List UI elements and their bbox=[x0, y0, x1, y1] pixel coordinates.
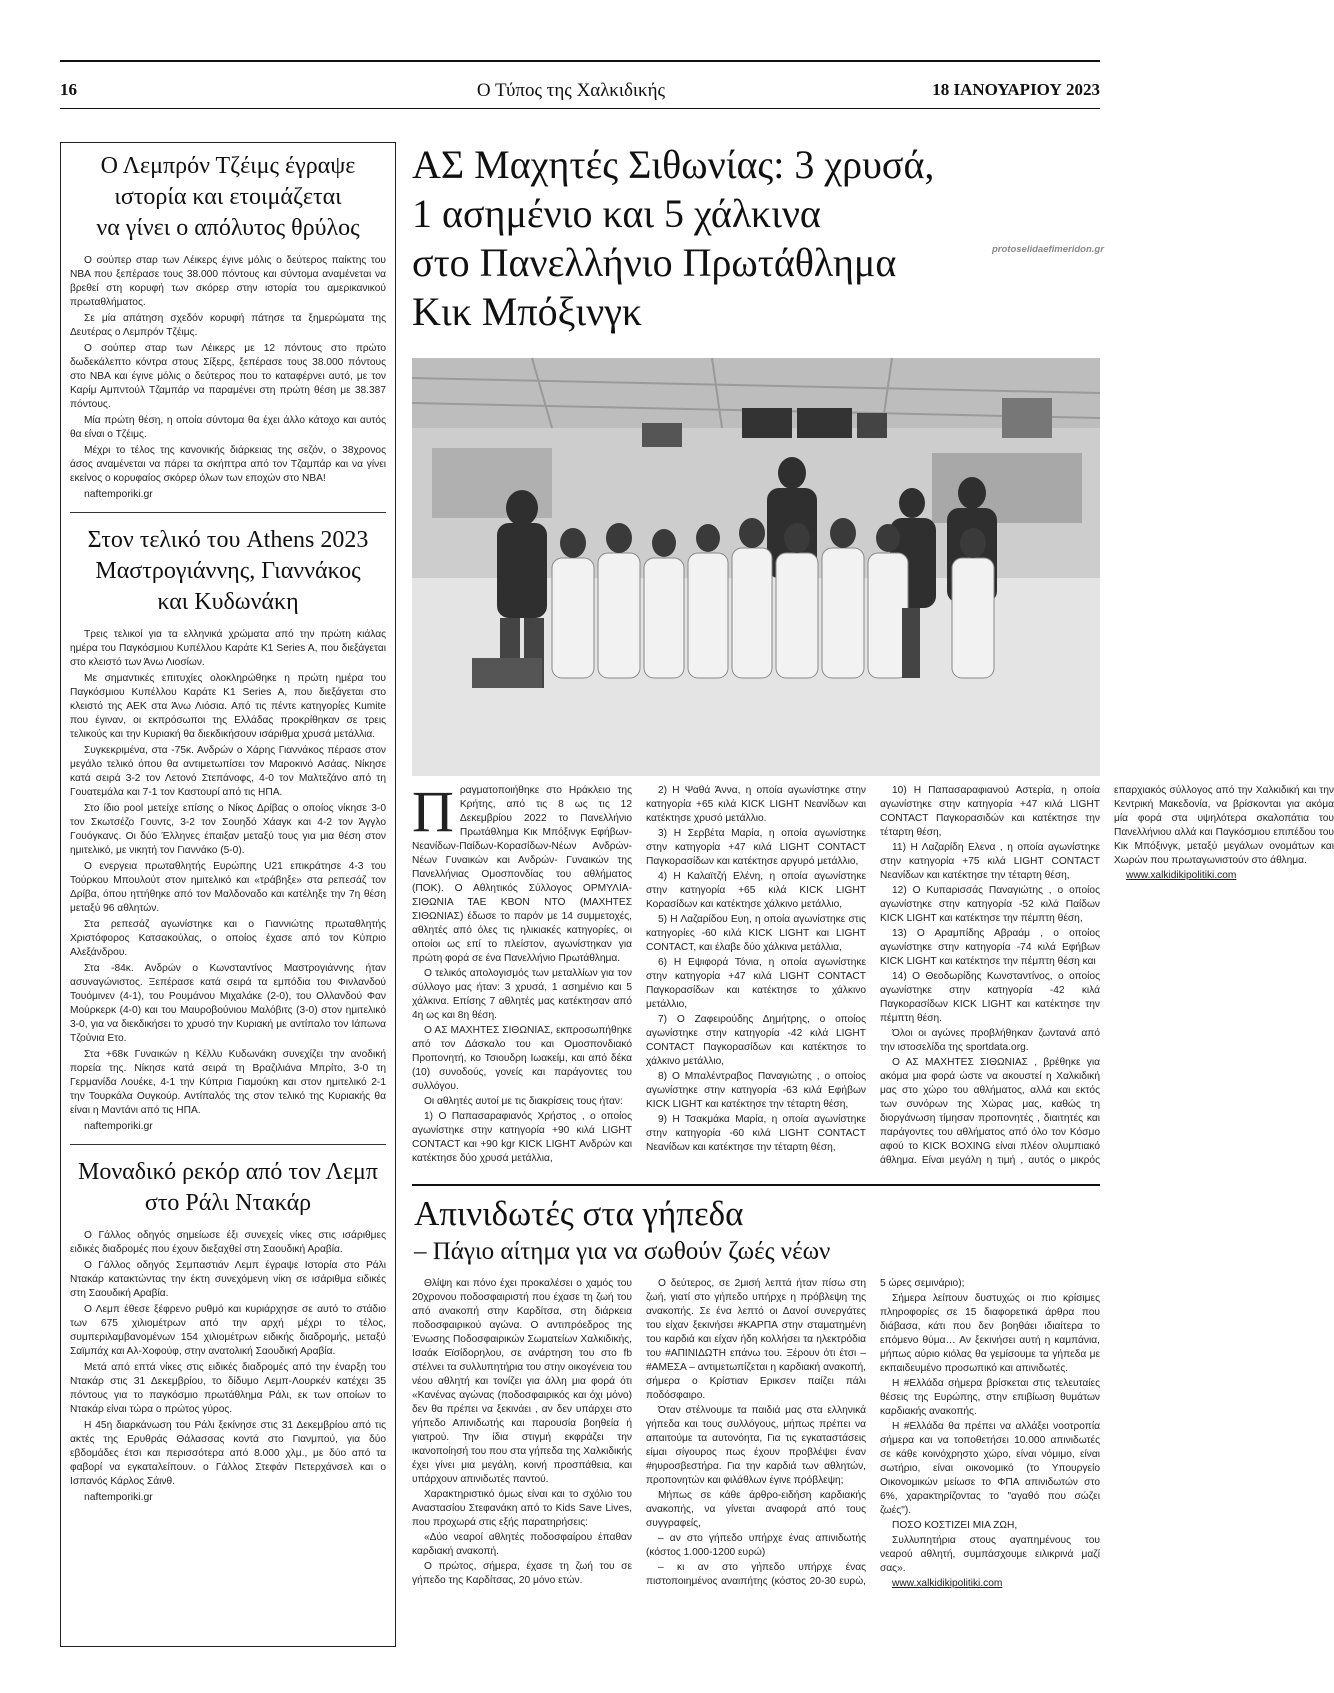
header-rule bbox=[60, 108, 1100, 109]
paragraph: Οι αθλητές αυτοί με τις διακρίσεις τους ήταν: bbox=[424, 1096, 623, 1107]
paragraph: – αν στο γήπεδο υπήρχε ένας απινιδωτής (κόστος 1.000-1200 ευρώ) bbox=[646, 1533, 866, 1558]
paragraph: – κι αν στο γήπεδο υπήρχε ένας πιστοποιημένος αναιπήτης (κόστος 20-30 ευρώ, 5 ώρες σεμινάριο); bbox=[646, 1278, 965, 1587]
paragraph: 12) Ο Κυπαρισσάς Παναγιώτης , ο οποίος αγωνίστηκε στην κατηγορία -52 κιλά Παίδων KICK LIGHT και κατέκτησε την πέμπτη θέση, bbox=[880, 885, 1100, 924]
source-link[interactable]: www.xalkidikipolitiki.com bbox=[1126, 870, 1237, 881]
defibrillator-subheadline: – Πάγιο αίτημα για να σωθούν ζωές νέων bbox=[414, 1238, 831, 1265]
paragraph: Στα -84κ. Ανδρών ο Κωνσταντίνος Μαστρογιάννης ήταν ασυναγώνιστος. Ξεπέρασε κατά σειρά τα εμπόδια του Φινλανδού Τουόμινεν (4-1), του Ρουμάνου Μιχαλάκε (2-0), του Ολλανδού Φαν Μούρκερκ (4-0) και του Μαυροβούνιου Μαλόβιτς (3-0) στον ημιτελικό 3-0, για να διεκδικήσει το χρυσό την Κυριακή με αντίπαλο τον Ιάπωνα Τζούνια Ετο. bbox=[70, 963, 386, 1044]
watermark: protoselidaefimeridon.gr bbox=[992, 244, 1104, 255]
paragraph: Χαρακτηριστικό όμως είναι και το σχόλιο του Αναστασίου Στεφανάκη από το Kids Save Lives, που προχωρά στις εξής παρατηρήσεις: bbox=[412, 1489, 632, 1528]
paragraph: Στο ίδιο pool μετείχε επίσης ο Νίκος Δρίβας ο οποίος νίκησε 3-0 τον Σκωτσέζο Γουντς, 3-2 τον Σουηδό Χάαγκ και 4-2 τον Άγγλο Γουόγκανς. Οι δύο Έλληνες έπαιξαν μεταξύ τους για μια θέση στον ημιτελικό, με νικητή τον Γιαννάκο (5-0). bbox=[70, 803, 386, 856]
paragraph: Μέχρι το τέλος της κανονικής διάρκειας της σεζόν, ο 38χρονος άσος αναμένεται να πάρει τα σκήπτρα από τον Τζαμπάρ και να γίνει εκείνος ο κορυφαίος σκόρερ όλων των εποχών στο NBA! bbox=[70, 445, 386, 484]
paragraph: Ο ΑΣ ΜΑΧΗΤΕΣ ΣΙΘΩΝΙΑΣ, εκπροσωπήθηκε από τον Δάσκαλο του και Ομοσπονδιακό Προπονητή, κο Τσιουδρη Ιωακείμ, και από δέκα (10) συνοδούς, γονείς και παράγοντες του συλλόγου. bbox=[412, 1025, 632, 1092]
article-source: naftemporiki.gr bbox=[84, 1492, 153, 1503]
issue-date: 18 ΙΑΝΟΥΑΡΙΟΥ 2023 bbox=[932, 80, 1100, 99]
paragraph: Ο ΑΣ ΜΑΧΗΤΕΣ ΣΙΘΩΝΙΑΣ , βρέθηκε για ακόμα μια φορά ώστε να ακουστεί η Χαλκιδική μας στο χώρο του αθλήματος, αλλά και εκτός των συνόρων της Χώρας μας, καθώς τη διοργάνωση τίμησαν προπονητές , διαιτητές και παράγοντες του αθλήματος από όλο τον Κόσμο αφού το KICK BOXING είναι πλέον ολυμπιακό άθλημα. Είναι μεγάλη η τιμή , αυτός ο μικρός επαρχιακός σύλλογος από την Χαλκιδική και την Κεντρική Μακεδονία, να βρίσκονται για ακόμα μία φορά στα υψηλότερα σκαλοπάτια του Πανελλήνιου αλλά και Παγκόσμιου επιπέδου του Κικ Μπόξινγκ, μεταξύ μεγάλων ονομάτων και Χωρών που πρωταγωνιστούν στο άθλημα. bbox=[880, 785, 1334, 1166]
paragraph: Με σημαντικές επιτυχίες ολοκληρώθηκε η πρώτη ημέρα του Παγκόσμιου Κυπέλλου Καράτε K1 Series A, που διεξάγεται στο κλειστό της ΑΕΚ στα Άνω Λιόσια. Από τις πέντε κατηγορίες Kumite που έγιναν, οι εκπρόσωποι της Ελλάδας προκρίθηκαν σε τρεις τελικούς και την Κυριακή θα διεκδικήσουν ισάριθμα χρυσά μετάλλια. bbox=[70, 673, 386, 740]
main-headline bbox=[412, 140, 1012, 336]
paragraph: 9) Η Τσακμάκα Μαρία, η οποία αγωνίστηκε στην κατηγορία -60 κιλά LIGHT CONTACT Νεανίδων και κατέκτησε την τέταρτη θέση, bbox=[646, 1114, 866, 1153]
article-loeb-title bbox=[70, 1157, 386, 1219]
paragraph: ραγματοποιήθηκε στο Ηράκλειο της Κρήτης, από τις 8 ως τις 12 Δεκεμβρίου 2022 το Πανελλήνιο Πρωτάθλημα Κικ Μπόξινγκ Εφήβων-Νεανίδων-Παίδων-Κορασίδων-Νέων Ανδρών-Νέων Γυναικών και Ανδρών- Γυναικών της Πανελλήνιας Ομοσπονδίας του αθλήματος (ΠΟΚ). Ο Αθλητικός Σύλλογος ΟΡΜΥΛΙΑ-ΣΙΘΩΝΙΑ ΤΑΕ ΚΒΟΝ ΝΤΟ (ΜΑΧΗΤΕΣ ΣΙΘΩΝΙΑΣ) έδωσε το παρόν με 14 συμμετοχές, αθλητές από όλες τις ηλικιακές κατηγορίες, οι οποίοι ως επί το πλείστον, αγωνίστηκαν για πρώτη φορά σε ένα Πανελλήνιο Πρωτάθλημα. bbox=[412, 785, 632, 964]
article-lebron-title bbox=[70, 151, 386, 244]
drop-cap: Π bbox=[412, 779, 454, 844]
title-line: Μοναδικό ρεκόρ από τον Λεμπ bbox=[77, 1159, 379, 1185]
paragraph: Η #Ελλάδα σήμερα βρίσκεται στις τελευταίες θέσεις της Ευρώπης, στην επιβίωση θυμάτων καρδιακής ανακοπής. bbox=[880, 1378, 1100, 1417]
paragraph: Τρεις τελικοί για τα ελληνικά χρώματα από την πρώτη κιάλας ημέρα του Παγκόσμιου Κυπέλλου Καράτε K1 Series A, που διεξάγεται στο κλειστό των Άνω Λιοσίων. bbox=[70, 629, 386, 668]
paragraph: «Δύο νεαροί αθλητές ποδοσφαίρου έπαθαν καρδιακή ανακοπή. bbox=[412, 1532, 632, 1557]
paragraph: 14) Ο Θεοδωρίδης Κωνσταντίνος, ο οποίος αγωνίστηκε στην κατηγορία -42 κιλά Παγκορασίδων KICK LIGHT και κατέκτησε την πέμπτη θέση. bbox=[880, 971, 1100, 1024]
paragraph: 11) Η Λαζαρίδη Ελενα , η οποία αγωνίστηκε στην κατηγορία +75 κιλά LIGHT CONTACT Νεανίδων και κατέκτησε την τέταρτη θέση, bbox=[880, 842, 1100, 881]
paragraph: Ο σούπερ σταρ των Λέικερς με 12 πόντους στο πρώτο δωδεκάλεπτο κόντρα στους Σίξερς, ξεπέρασε τους 38.000 πόντους στο NBA και έγινε μόλις ο δεύτερος που το καταφέρνει αυτό, με τον Καρίμ Αμπντούλ Τζαμπάρ να παραμένει στη πρώτη θέση με 38.387 πόντους. bbox=[70, 343, 386, 410]
paragraph: 10) Η Παπασαραφιανού Αστερία, η οποία αγωνίστηκε στην κατηγορία +47 κιλά LIGHT CONTACT Παγκορασιδών και κατέκτησε την τέταρτη θέση, bbox=[880, 785, 1100, 838]
divider bbox=[70, 512, 386, 513]
headline-line: Κικ Μπόξινγκ bbox=[412, 289, 643, 334]
divider bbox=[70, 1144, 386, 1145]
paragraph: Στα +68κ Γυναικών η Κέλλυ Κυδωνάκη συνεχίζει την ανοδική πορεία της. Νίκησε κατά σειρά τη Βραζιλιάνα Μπρίτο, 3-0 τη Γερμανίδα Λουέκε, 4-1 την Κύπρια Γιαμούκη και στον ημιτελικό 2-1 την Τουρκάλα Ουγκούρ. Αντίπαλός της στον τελικό της Κυριακής θα είναι η Μαντάνι από τις ΗΠΑ. bbox=[70, 1049, 386, 1116]
paragraph: 1) Ο Παπασαραφιανός Χρήστος , ο οποίος αγωνίστηκε στην κατηγορία +90 κιλά LIGHT CONTACT και +90 kgr KICK LIGHT Ανδρών και κατέκτησε δύο χρυσά μετάλλια, bbox=[412, 1111, 632, 1164]
defibrillator-headline: Απινιδωτές στα γήπεδα bbox=[414, 1194, 744, 1233]
title-line: Στον τελικό του Athens 2023 bbox=[87, 527, 369, 553]
paragraph: Θλίψη και πόνο έχει προκαλέσει ο χαμός του 20χρονου ποδοσφαιριστή που έχασε τη ζωή του από ανακοπή στην Καρδίτσα, στη διάρκεια ποδοσφαιρικού αγώνα. Ο αντιπρόεδρος της Ένωσης Ποδοσφαιρικών Σωματείων Χαλκιδικής, Ισαάκ Εϊσίδορηλου, σε ανάρτηση του στο fb στέλνει τα συλλυπητήρια του στην οικογένεια του νέου αθλητή και τονίζει για άλλη μια φορά ότι «Κανένας αγώνας (ποδοσφαιρικός και όχι μόνο) δεν θα πρέπει να ξεκινάει , αν δεν υπάρχει στο γήπεδο Απινιδωτής και παρουσία βοηθεία ή γιατρού. Την ίδια στιγμή εκφράζει την ικανοποίησή του που στα γήπεδα της Χαλκιδικής έχει γίνει μια μεγάλη, κοινή προσπάθεια, και υπάρχουν απινιδωτές παντού. bbox=[412, 1278, 632, 1485]
paragraph: Ο Γάλλος οδηγός Σεμπαστιάν Λεμπ έγραψε Ιστορία στο Ράλι Ντακάρ κατακτώντας την έκτη συνεχόμενη νίκη σε ισάριθμα ειδικές στη Σαουδική Αραβία. bbox=[70, 1260, 386, 1299]
article-karate-body bbox=[70, 628, 386, 1118]
paragraph: Ο σούπερ σταρ των Λέικερς έγινε μόλις ο δεύτερος παίκτης του NBA που ξεπέρασε τους 38.000 πόντους και σύντομα αναμένεται να βρεθεί στη κορυφή των σκόρερ στην ιστορία του αμερικανικού πρωταθλήματος. bbox=[70, 255, 386, 308]
paragraph: Μήπως σε κάθε άρθρο-ειδήση καρδιακής ανακοπής, να γίνεται αναφορά από τους συγγραφείς, bbox=[646, 1490, 866, 1529]
top-rule bbox=[60, 60, 1100, 62]
paragraph: Όταν στέλνουμε τα παιδιά μας στα ελληνικά γήπεδα και τους συλλόγους, μήπως πρέπει να απαιτούμε τα αυτονόητα, Για τις εγκαταστάσεις είμαι σίγουρος πως έχουν προβλέψει έναν #ηυροσβεστήρα. Για την καρδιά των αθλητών, προπονητών και φιλάθλων έγινε πρόβλεψη; bbox=[646, 1405, 866, 1486]
paragraph: 5) Η Λαζαρίδου Ευη, η οποία αγωνίστηκε στις κατηγορίες -60 κιλά KICK LIGHT και LIGHT CONTACT, και έλαβε δύο χάλκινα μετάλλια, bbox=[646, 914, 866, 953]
paragraph: ΠΟΣΟ ΚΟΣΤΙΖΕΙ ΜΙΑ ΖΩΗ, bbox=[892, 1520, 1018, 1531]
article-karate bbox=[70, 525, 386, 1134]
page-number: 16 bbox=[60, 80, 77, 99]
section-divider bbox=[412, 1184, 1100, 1186]
paragraph: Η #Ελλάδα θα πρέπει να αλλάξει νοοτροπία σήμερα και να τοποθετήσει 10.000 απινιδωτές σε κάθε κοινόχρηστο χώρο, είναι νόμιμο, είναι σωτήριο, είναι οικονομικό (το Υπουργείο Οικονομικών μείωσε το ΦΠΑ απινιδωτών στο 6%, χαρακτηρίζοντας το "αγαθό που σώζει ζωές"). bbox=[880, 1421, 1100, 1516]
headline-line: 1 ασημένιο και 5 χάλκινα bbox=[412, 191, 821, 236]
paragraph: Ο πρώτος, σήμερα, έχασε τη ζωή του σε γήπεδο της Καρδίτσας, 20 μόνο ετών. bbox=[412, 1561, 632, 1586]
paragraph: Ο Γάλλος οδηγός σημείωσε έξι συνεχείς νίκες στις ισάριθμες ειδικές διαδρομές που έχουν διεξαχθεί στη Σαουδική Αραβία. bbox=[70, 1230, 386, 1255]
paragraph: 2) Η Ψαθά Άννα, η οποία αγωνίστηκε στην κατηγορία +65 κιλά KICK LIGHT Νεανίδων και κατέκτησε χρυσό μετάλλιο. bbox=[646, 785, 866, 824]
paragraph: Συλλυπητήρια στους αγαπημένους του νεαρού αθλητή, συμπάσχουμε ειλικρινά μαζί σας». bbox=[880, 1535, 1100, 1574]
title-line: Μαστρογιάννης, Γιαννάκος bbox=[95, 558, 361, 584]
paragraph: Ο Λεμπ έθεσε ξέφρενο ρυθμό και κυριάρχησε σε αυτό το στάδιο των 675 χιλιομέτρων από την αρχή μέχρι το τέλος, συμπεριλαμβανομένων 154 χιλιομέτρων ειδικής διαδρομής, μεταξύ Σαϊμπάχ και Αλ-Χοφούφ, στην ανατολική Σαουδική Αραβία. bbox=[70, 1304, 386, 1357]
paragraph: 3) Η Σερβέτα Μαρία, η οποία αγωνίστηκε στην κατηγορία +47 κιλά LIGHT CONTACT Παγκορασίδων και κατέκτησε αργυρό μετάλλιο, bbox=[646, 828, 866, 867]
article-loeb-body bbox=[70, 1229, 386, 1489]
sidebar-box bbox=[60, 142, 396, 1647]
source-link[interactable]: www.xalkidikipolitiki.com bbox=[892, 1578, 1003, 1589]
paragraph: Μετά από επτά νίκες στις ειδικές διαδρομές από την έναρξη του Ντακάρ στις 31 Δεκεμβρίου, το δίδυμο Λεμπ-Λουρκέν κατέχει 35 πόντους για το παγκόσμιο πρωτάθλημα Ράλι, εκ των οποίων το Ντακάρ είναι τώρα ο πρώτος γύρος. bbox=[70, 1362, 386, 1415]
headline-line: ΑΣ Μαχητές Σιθωνίας: 3 χρυσά, bbox=[412, 142, 935, 187]
article-loeb bbox=[70, 1157, 386, 1505]
article-source: naftemporiki.gr bbox=[84, 489, 153, 500]
paragraph: Στα ρεπεσάζ αγωνίστηκε και ο Γιαννιώτης πρωταθλητής Χριστόφορος Κατσακούλας, ο οποίος έχασε από τον Κύπριο Αλεξάνδρου. bbox=[70, 919, 386, 958]
paragraph: 13) Ο Αραμπίδης Αβραάμ , ο οποίος αγωνίστηκε στην κατηγορία -74 κιλά Εφήβων KICK LIGHT και κατέκτησε την πέμπτη θέση και bbox=[880, 928, 1100, 967]
title-line: στο Ράλι Ντακάρ bbox=[144, 1190, 312, 1216]
title-line: και Κυδωνάκη bbox=[157, 589, 299, 615]
paragraph: Όλοι οι αγώνες προβλήθηκαν ζωντανά από την ιστοσελίδα της sportdata.org. bbox=[880, 1028, 1100, 1053]
team-photo bbox=[412, 358, 1100, 776]
title-line: να γίνει ο απόλυτος θρύλος bbox=[96, 215, 360, 241]
headline-line: στο Πανελλήνιο Πρωτάθλημα bbox=[412, 240, 897, 285]
title-line: Ο Λεμπρόν Τζέιμς έγραψε bbox=[100, 153, 356, 179]
paragraph: Σε μία απάτηση σχεδόν κορυφή πάτησε τα ξημερώματα της Δευτέρας ο Λεμπρόν Τζέιμς. bbox=[70, 313, 386, 338]
paragraph: Σήμερα λείπουν δυστυχώς οι πιο κρίσιμες πληροφορίες σε 15 διαφορετικά άρθρα που διάβασα, κάτι που δεν βοηθάει ιδιαίτερα το επόμενο θύμα… Αν ξεκινήσει αυτή η καμπάνια, μήπως αύριο κιόλας θα γεμίσουμε τα γήπεδα με εκπαιδευμένο προσωπικό και απινιδωτές. bbox=[880, 1293, 1100, 1374]
title-line: ιστορία και ετοιμάζεται bbox=[114, 184, 342, 210]
paragraph: 6) Η Εψιφορά Τόνια, η οποία αγωνίστηκε στην κατηγορία +47 κιλά LIGHT CONTACT Παγκορασίδων και κατέκτησε το χάλκινο μετάλλιο, bbox=[646, 957, 866, 1010]
paragraph: Ο τελικός απολογισμός των μεταλλίων για τον σύλλογο μας ήταν: 3 χρυσά, 1 ασημένιο και 5 χάλκινα. Επίσης 7 αθλητές μας κατέκτησαν από 4η ως και 8η θέση. bbox=[412, 968, 632, 1021]
paragraph: 7) Ο Ζαφειρούδης Δημήτρης, ο οποίος αγωνίστηκε στην κατηγορία -42 κιλά LIGHT CONTACT Παγκορασίδων και κατέκτησε το χάλκινο μετάλλιο, bbox=[646, 1014, 866, 1067]
paragraph: Μία πρώτη θέση, η οποία σύντομα θα έχει άλλο κάτοχο και αυτός θα είναι ο Τζέιμς. bbox=[70, 415, 386, 440]
article-lebron bbox=[70, 151, 386, 502]
team-photo-illustration bbox=[412, 358, 1100, 776]
article-lebron-body bbox=[70, 254, 386, 486]
article-karate-title bbox=[70, 525, 386, 618]
main-article-body bbox=[412, 779, 1334, 1179]
paragraph: 8) Ο Μπαλέντραβος Παναγιώτης , ο οποίος αγωνίστηκε στην κατηγορία -63 κιλά Εφήβων KICK LIGHT και κατέκτησε την τέταρτη θέση, bbox=[646, 1071, 866, 1110]
article-source: naftemporiki.gr bbox=[84, 1121, 153, 1132]
defibrillator-article-body bbox=[412, 1277, 1100, 1647]
paragraph: Η 45η διαρκάνωση του Ράλι ξεκίνησε στις 31 Δεκεμβρίου από τις ακτές της Ερυθράς Θάλασσας κοντά στο Γιανμπού, για δύο εβδομάδες έτσι και περισσότερα από 8.000 χλμ., με δύο από τα φαβορί να εγκαταλείπουν. ο Γάλλος Στεφάν Πετερχάνσελ και ο Ισπανός Κάρλος Σάινθ. bbox=[70, 1420, 386, 1487]
paragraph: Ο ενεργεια πρωταθλητής Ευρώπης U21 επικράτησε 4-3 του Τούρκου Μπουλούτ στον ημιτελικό και «τράβηξε» στα ρεπεσάζ τον Δρίβα, όπου ηττήθηκε από τον Μαλδοναδο και κατέληξε την 7η θέση μεταξύ 96 αθλητών. bbox=[70, 861, 386, 914]
paragraph: Ο δεύτερος, σε 2μισή λεπτά ήταν πίσω στη ζωή, γιατί στο γήπεδο υπήρχε η πρόβλεψη της ανακοπής. Σε ένα λεπτό οι Δανοί συνεργάτες του είχαν ξεκινήσει #ΚΑΡΠΑ στην σταματημένη του καρδιά και είχαν ήδη κολλήσει τα ηλεκτρόδια του #ΑΠΙΝΙΔΩΤΗ επάνω του. Ξέρουν ότι έτσι – #ΑΜΕΣΑ – αντιμετωπίζεται η καρδιακή ανακοπή, σήμερα ο Κρίστιαν Ερικσεν παίζει πάλι ποδόσφαιρο. bbox=[646, 1278, 866, 1401]
newspaper-name: Ο Τύπος της Χαλκιδικής bbox=[476, 80, 666, 101]
paragraph: 4) Η Καλαϊτζή Ελένη, η οποία αγωνίστηκε στην κατηγορία +65 κιλά KICK LIGHT Κορασίδων και κατέκτησε χάλκινο μετάλλιο, bbox=[646, 871, 866, 910]
paragraph: Συγκεκριμένα, στα -75κ. Ανδρών ο Χάρης Γιαννάκος πέρασε στον μεγάλο τελικό όπου θα αντιμετωπίσει τον Μαροκινό Ασάας. Νίκησε κατά σειρά 3-2 τον Λετονό Στεπάνοφς, 4-0 τον Μαλτεζάνο από τη Γουατεμάλα και 7-1 τον Καστουρί από τις ΗΠΑ. bbox=[70, 745, 386, 798]
